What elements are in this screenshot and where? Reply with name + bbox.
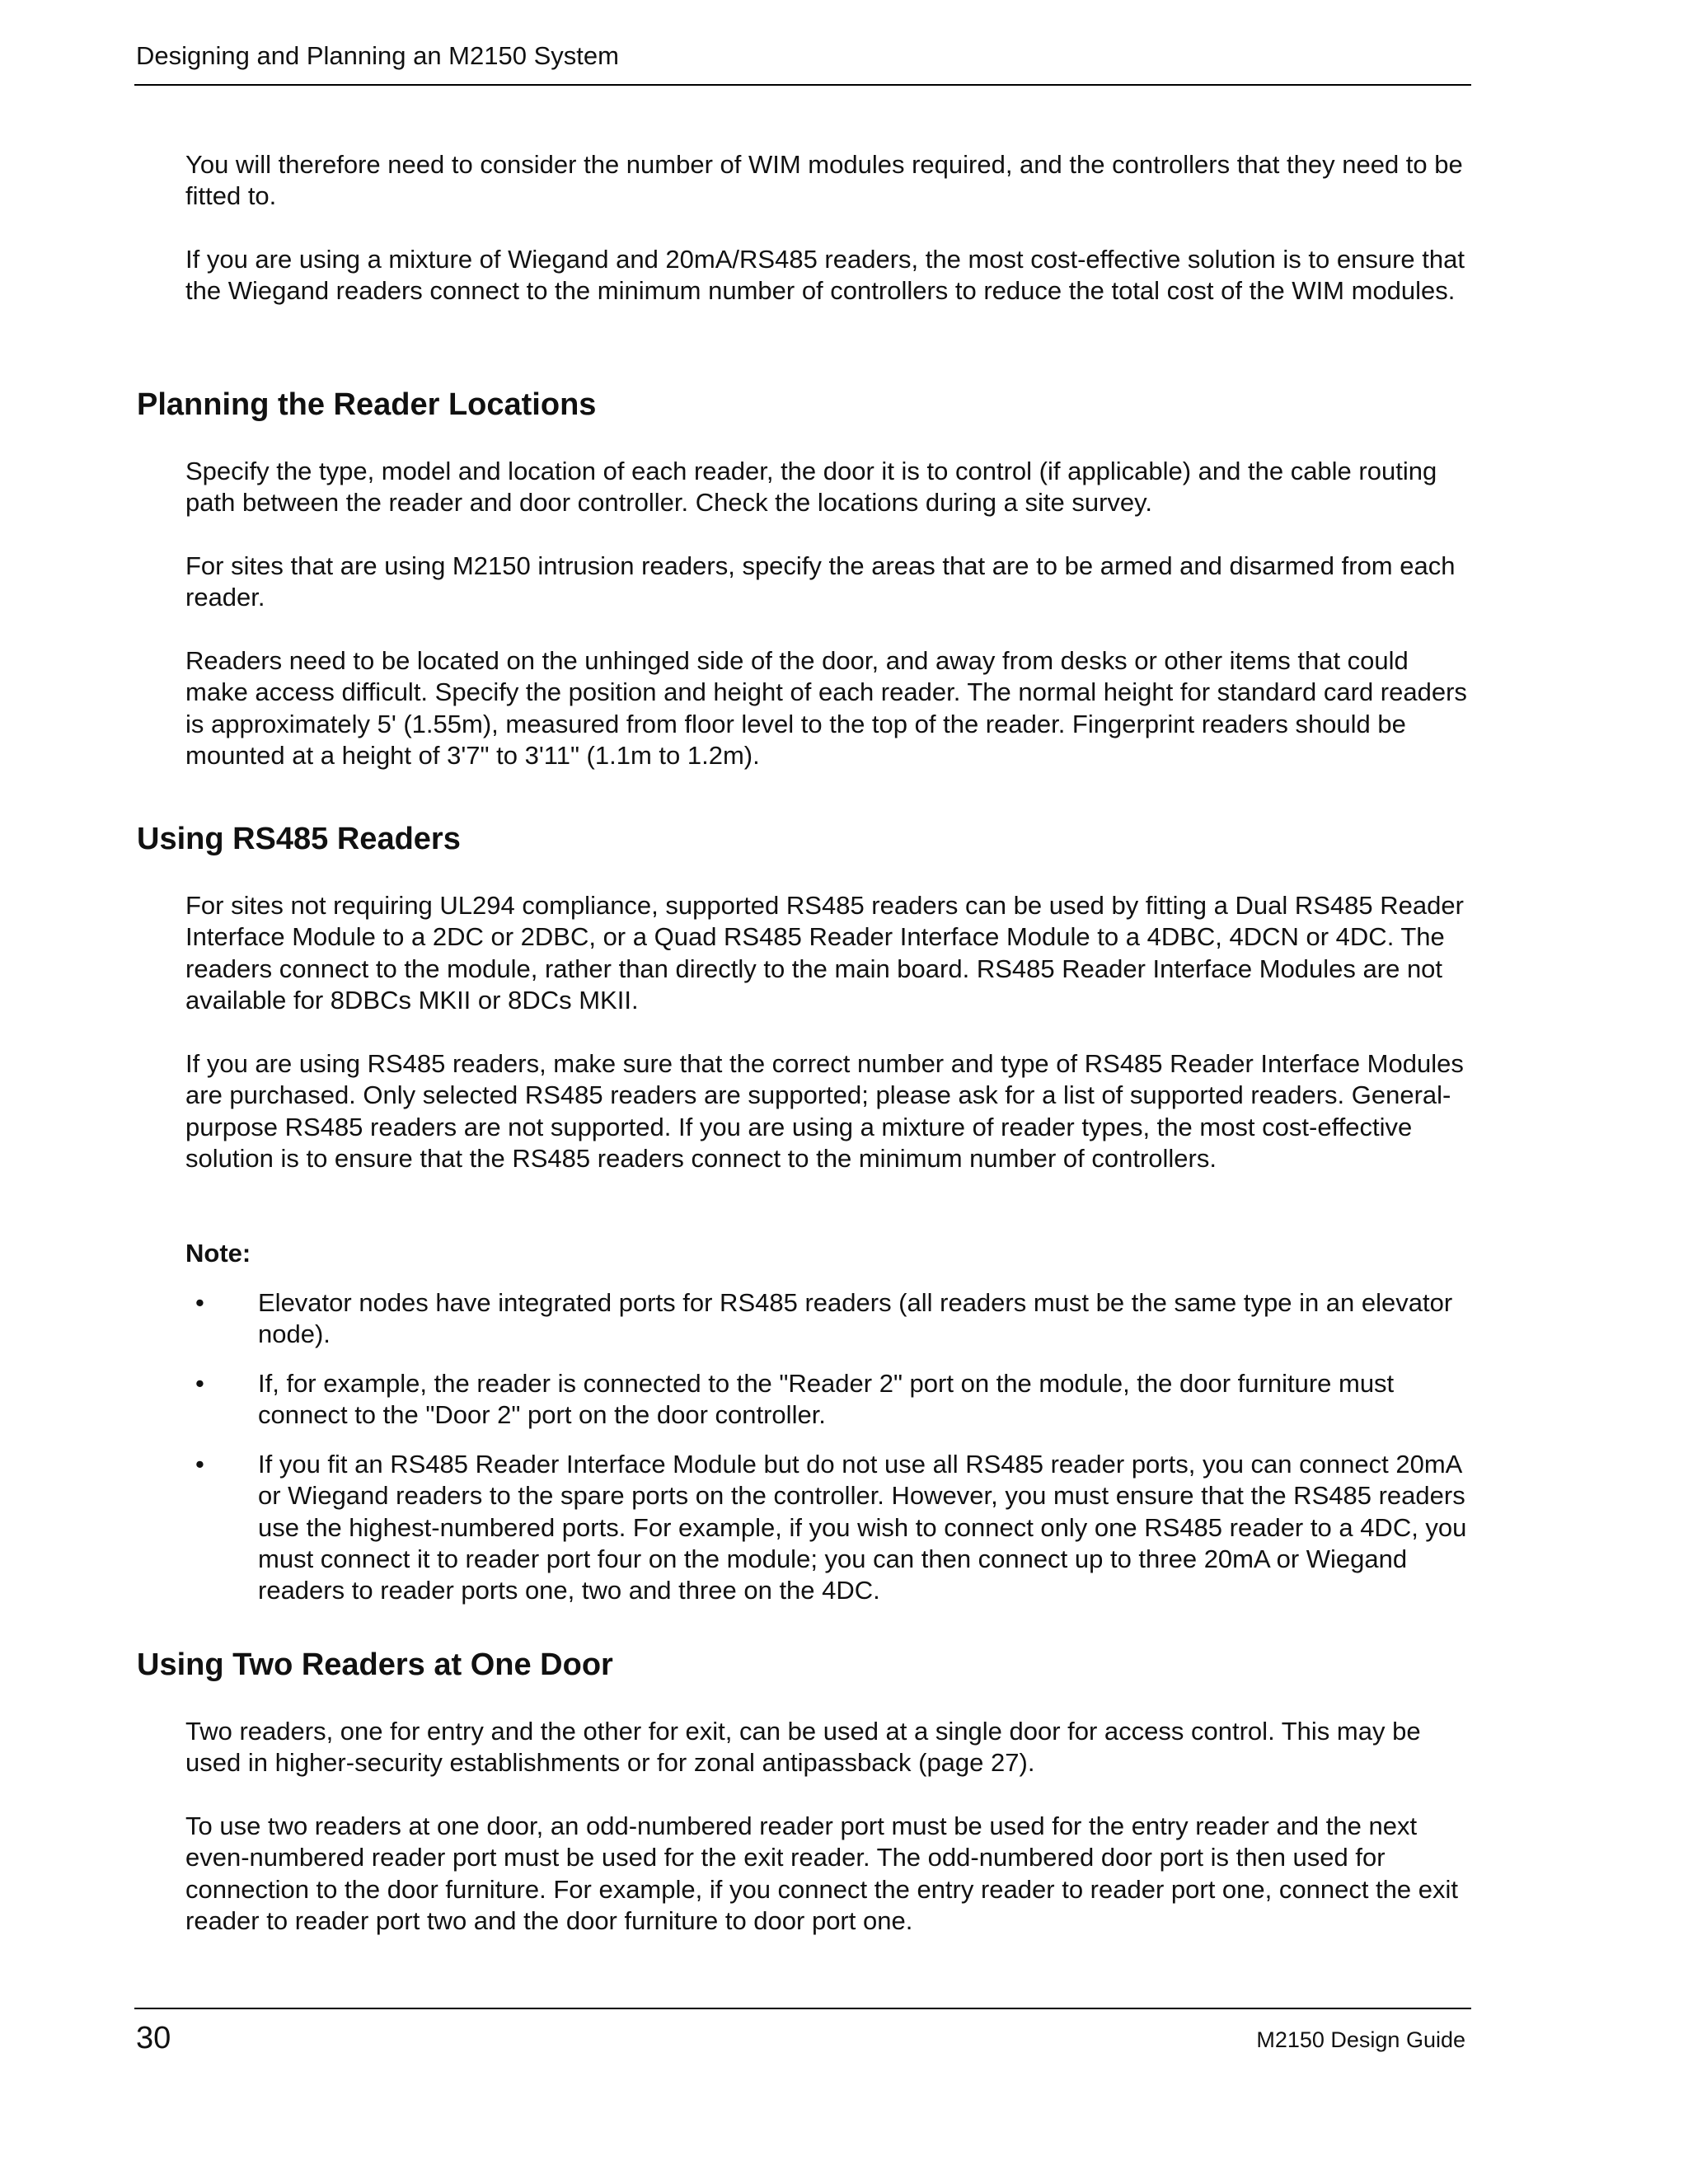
reader-locations-paragraph-2: For sites that are using M2150 intrusion readers, specify the areas that are to be armed and disarmed from each reader. bbox=[185, 551, 1456, 612]
footer-rule bbox=[134, 2008, 1471, 2009]
bullet-icon: • bbox=[195, 1450, 204, 1479]
intro-paragraph-1: You will therefore need to consider the number of WIM modules required, and the controllers that they need to be fitted to. bbox=[185, 150, 1463, 211]
bullet-icon: • bbox=[195, 1288, 204, 1317]
note-bullet-text: Elevator nodes have integrated ports for RS485 readers (all readers must be the same type in an elevator node). bbox=[258, 1288, 1453, 1349]
header-rule bbox=[134, 84, 1471, 86]
running-header: Designing and Planning an M2150 System bbox=[136, 41, 619, 70]
intro-paragraph-2: If you are using a mixture of Wiegand and 20mA/RS485 readers, the most cost-effective solution is to ensure that the Wiegand readers connect to the minimum number of controllers to reduce the total cost of the WIM modules. bbox=[185, 245, 1465, 306]
section-heading-two-readers: Using Two Readers at One Door bbox=[137, 1647, 613, 1682]
section-heading-rs485-readers: Using RS485 Readers bbox=[137, 822, 461, 856]
two-readers-paragraph-2: To use two readers at one door, an odd-numbered reader port must be used for the entry reader and the next even-numbered reader port must be used for the exit reader. The odd-numbered door port is then used for connection to the door furniture. For example, if you connect the entry reader to reader port one, connect the exit reader to reader port two and the door furniture to door port one. bbox=[185, 1811, 1459, 1935]
note-label: Note: bbox=[185, 1239, 251, 1268]
section-heading-reader-locations: Planning the Reader Locations bbox=[137, 387, 597, 422]
note-bullet-text: If, for example, the reader is connected to the "Reader 2" port on the module, the door furniture must connect to the "Door 2" port on the door controller. bbox=[258, 1369, 1395, 1430]
page-number: 30 bbox=[136, 2021, 171, 2055]
note-bullet-text: If you fit an RS485 Reader Interface Module but do not use all RS485 reader ports, you can connect 20mA or Wiegand readers to the spare ports on the controller. However, you must ensure that the RS485 readers use the highest-numbered ports. For example, if you wish to connect only one RS485 reader to a 4DC, you must connect it to reader port four on the module; you can then connect up to three 20mA or Wiegand readers to reader ports one, two and three on the 4DC. bbox=[258, 1450, 1467, 1605]
rs485-paragraph-2: If you are using RS485 readers, make sure that the correct number and type of RS485 Reader Interface Modules are purchased. Only selected RS485 readers are supported; please ask for a list of supported readers. General-purpose RS485 readers are not supported. If you are using a mixture of reader types, the most cost-effective solution is to ensure that the RS485 readers connect to the minimum number of controllers. bbox=[185, 1049, 1464, 1173]
footer-guide-title: M2150 Design Guide bbox=[1256, 2027, 1465, 2052]
rs485-paragraph-1: For sites not requiring UL294 compliance, supported RS485 readers can be used by fitting a Dual RS485 Reader Interface Module to a 2DC or 2DBC, or a Quad RS485 Reader Interface Module to a 4DBC, 4DCN or 4DC. The readers connect to the module, rather than directly to the main board. RS485 Reader Interface Modules are not available for 8DBCs MKII or 8DCs MKII. bbox=[185, 891, 1464, 1015]
bullet-icon: • bbox=[195, 1369, 204, 1398]
reader-locations-paragraph-3: Readers need to be located on the unhinged side of the door, and away from desks or other items that could make access difficult. Specify the position and height of each reader. The normal height for standard card readers is approximately 5' (1.55m), measured from floor level to the top of the reader. Fingerprint readers should be mounted at a height of 3'7" to 3'11" (1.1m to 1.2m). bbox=[185, 646, 1467, 770]
two-readers-paragraph-1: Two readers, one for entry and the other for exit, can be used at a single door for access control. This may be used in higher-security establishments or for zonal antipassback (page 27). bbox=[185, 1717, 1421, 1778]
reader-locations-paragraph-1: Specify the type, model and location of each reader, the door it is to control (if applicable) and the cable routing path between the reader and door controller. Check the locations during a site survey. bbox=[185, 457, 1437, 518]
